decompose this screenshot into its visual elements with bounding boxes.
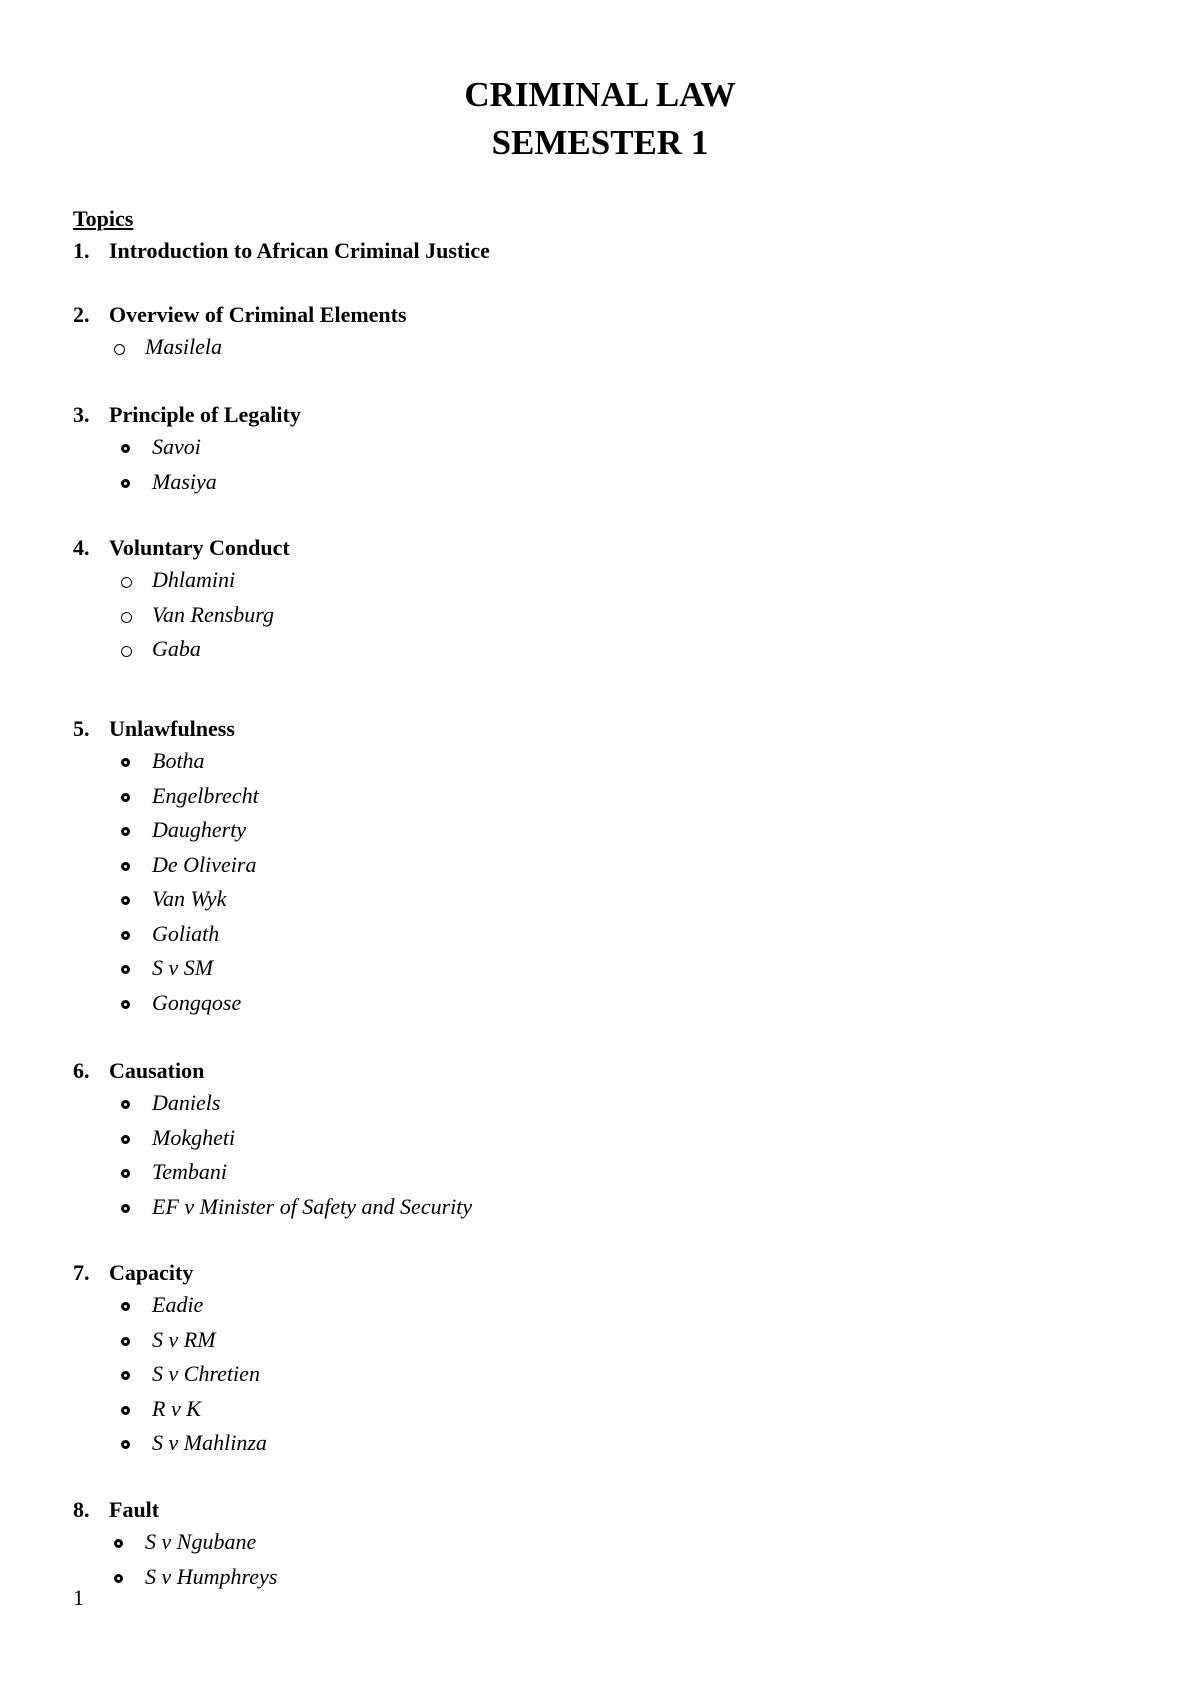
list-bullet-icon <box>121 1440 130 1449</box>
topic-number: 5. <box>73 716 90 741</box>
case-name: Van Rensburg <box>152 601 275 627</box>
list-bullet-icon <box>121 1337 130 1346</box>
case-name: De Oliveira <box>152 851 257 877</box>
topic-number: 7. <box>73 1260 90 1285</box>
case-name: Eadie <box>152 1292 204 1317</box>
list-bullet-icon <box>114 1539 123 1548</box>
list-bullet-icon <box>121 1204 130 1213</box>
case-name: Savoi <box>152 434 201 459</box>
topic-heading <box>73 404 301 426</box>
case-name: Engelbrecht <box>152 782 259 808</box>
case-name: Gongqose <box>152 989 242 1015</box>
case-name: S v Chretien <box>152 1361 260 1386</box>
case-name: Dhlamini <box>152 567 236 592</box>
topic-heading <box>73 304 407 326</box>
list-bullet-icon <box>121 444 130 453</box>
list-bullet-icon <box>121 862 130 871</box>
topic-heading <box>73 718 235 740</box>
topic-title: Fault <box>109 1497 160 1522</box>
topic-title: Unlawfulness <box>109 716 235 741</box>
topic-number: 3. <box>73 402 90 427</box>
topic-title: Introduction to African Criminal Justice <box>109 238 490 263</box>
case-name: Masilela <box>145 334 222 359</box>
topic-heading <box>73 1060 204 1082</box>
case-name: S v Mahlinza <box>152 1430 267 1455</box>
topic-heading <box>73 1499 159 1521</box>
case-name: R v K <box>152 1395 201 1421</box>
list-bullet-icon <box>121 577 132 588</box>
topic-number: 8. <box>73 1497 90 1522</box>
case-name: Goliath <box>152 920 220 946</box>
list-bullet-icon <box>121 1169 130 1178</box>
page-number: 1 <box>73 1585 84 1610</box>
document-title: CRIMINAL LAW <box>464 75 736 114</box>
case-name: Gaba <box>152 636 201 661</box>
list-bullet-icon <box>121 612 132 623</box>
list-bullet-icon <box>121 931 130 940</box>
list-bullet-icon <box>114 1574 123 1583</box>
list-bullet-icon <box>121 1302 130 1311</box>
case-name: Daniels <box>152 1090 221 1115</box>
list-bullet-icon <box>121 793 130 802</box>
topic-heading <box>73 537 290 559</box>
case-name: S v SM <box>152 955 214 980</box>
topics-heading: Topics <box>73 206 134 231</box>
topic-title: Voluntary Conduct <box>109 535 290 560</box>
case-name: Mokgheti <box>152 1124 236 1150</box>
topic-heading <box>73 1262 193 1284</box>
list-bullet-icon <box>121 758 130 767</box>
list-bullet-icon <box>121 1100 130 1109</box>
list-bullet-icon <box>121 965 130 974</box>
topic-title: Capacity <box>109 1260 194 1285</box>
list-bullet-icon <box>121 1135 130 1144</box>
topic-title: Causation <box>109 1058 205 1083</box>
case-name: Van Wyk <box>152 886 227 911</box>
topic-number: 6. <box>73 1058 90 1083</box>
list-bullet-icon <box>121 827 130 836</box>
list-bullet-icon <box>121 1000 130 1009</box>
topic-title: Principle of Legality <box>109 402 301 427</box>
topic-number: 4. <box>73 535 90 560</box>
case-name: S v Humphreys <box>145 1563 278 1589</box>
case-name: S v Ngubane <box>145 1529 257 1554</box>
document-subtitle: SEMESTER 1 <box>491 123 709 162</box>
list-bullet-icon <box>121 896 130 905</box>
case-name: S v RM <box>152 1326 216 1352</box>
list-bullet-icon <box>121 646 132 657</box>
list-bullet-icon <box>121 479 130 488</box>
case-name: Masiya <box>152 468 217 494</box>
case-name: Botha <box>152 748 205 773</box>
topic-heading <box>73 240 490 262</box>
case-name: Daugherty <box>152 817 247 842</box>
topic-title: Overview of Criminal Elements <box>109 302 407 327</box>
list-bullet-icon <box>114 344 125 355</box>
list-bullet-icon <box>121 1371 130 1380</box>
topic-number: 2. <box>73 302 90 327</box>
case-name: EF v Minister of Safety and Security <box>152 1193 473 1219</box>
list-bullet-icon <box>121 1406 130 1415</box>
case-name: Tembani <box>152 1159 227 1184</box>
topic-number: 1. <box>73 238 90 263</box>
